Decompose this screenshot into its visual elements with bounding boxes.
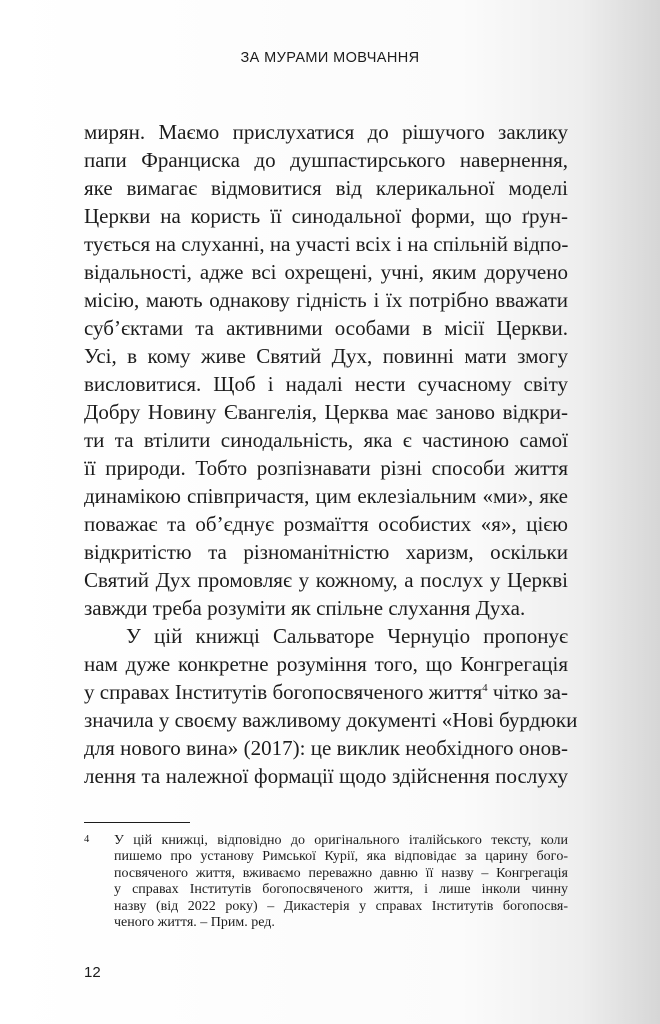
running-header: ЗА МУРАМИ МОВЧАННЯ: [240, 50, 420, 66]
text-line: відкритістю та різноманітністю харизм, оскільки: [84, 540, 568, 564]
footnote-line: У цій книжці, відповідно до оригінального італійського тексту, коли: [114, 833, 568, 848]
text-line: яке вимагає відмовитися від клерикальної моделі: [84, 176, 568, 200]
text-line: нам дуже конкретне розуміння того, що Конгрегація: [84, 652, 568, 676]
text-line: відальності, адже всі охрещені, учні, яким доручено: [84, 260, 568, 284]
text-line: висловитися. Щоб і надалі нести сучасному світу: [84, 372, 568, 396]
text-line: її природи. Тобто розпізнавати різні способи життя: [84, 456, 568, 480]
footnote-line: назву (від 2022 року) – Дикастерія у справах Інститутів богопосвя-: [114, 898, 568, 914]
text-line: ти та втілити синодальність, яка є частиною самої: [84, 428, 568, 452]
paragraph-1: [84, 118, 568, 622]
text-segment: у справах Інститутів богопосвяченого життя: [84, 680, 483, 704]
footnote-number: 4: [84, 834, 90, 845]
text-line: тується на слуханні, на участі всіх і на спільній відпо-: [84, 232, 569, 256]
text-line: місію, мають однакову гідність і їх потрібно вважати: [84, 288, 568, 312]
text-line: Добру Новину Євангелія, Церква має заново відкри-: [84, 400, 568, 424]
text-line: папи Франциска до душпастирського навернення,: [84, 148, 568, 172]
text-line: лення та належної формації щодо здійснення послуху: [84, 764, 568, 788]
footnote-text: [114, 833, 568, 931]
text-line: [84, 678, 568, 706]
text-line: значила у своєму важливому документі «Нові бурдюки: [84, 708, 578, 732]
body-text: [84, 118, 578, 790]
footnote: [84, 833, 568, 931]
text-line: Усі, в кому живе Святий Дух, повинні мати змогу: [84, 344, 568, 368]
text-line: динамікою співпричастя, цим еклезіальним «ми», яке: [84, 484, 568, 508]
text-line: мирян. Маємо прислухатися до рішучого заклику: [84, 120, 568, 144]
footnote-line: ченого життя. – Прим. ред.: [114, 915, 275, 931]
text-segment: чітко за-: [487, 680, 568, 704]
text-line: У цій книжці Сальваторе Чернуціо пропонує: [126, 624, 568, 648]
footnote-reference[interactable]: 4: [482, 682, 488, 694]
page-number: 12: [84, 964, 101, 981]
text-line: поважає та об’єднує розмаїття особистих «я», цією: [84, 512, 568, 536]
text-line: завжди треба розуміти як спільне слухання Духа.: [84, 596, 526, 620]
footnote-divider: [84, 822, 190, 823]
footnote-line: у справах Інститутів богопосвяченого життя, і лише інколи чинну: [114, 882, 568, 898]
paragraph-2: [84, 622, 578, 790]
footnote-line: посвяченого життя, вживаємо переважно давню її назву – Конгрегація: [114, 865, 568, 881]
text-line: для нового вина» (2017): це виклик необхідного онов-: [84, 736, 568, 760]
text-line: Церкви на користь її синодальної форми, що ґрун-: [84, 204, 568, 228]
text-line: Святий Дух промовляє у кожному, а послух у Церкві: [84, 568, 568, 592]
text-line: суб’єктами та активними особами в місії Церкви.: [84, 316, 568, 340]
footnote-line: пишемо про установу Римської Курії, яка відповідає за царину богo-: [114, 849, 568, 865]
